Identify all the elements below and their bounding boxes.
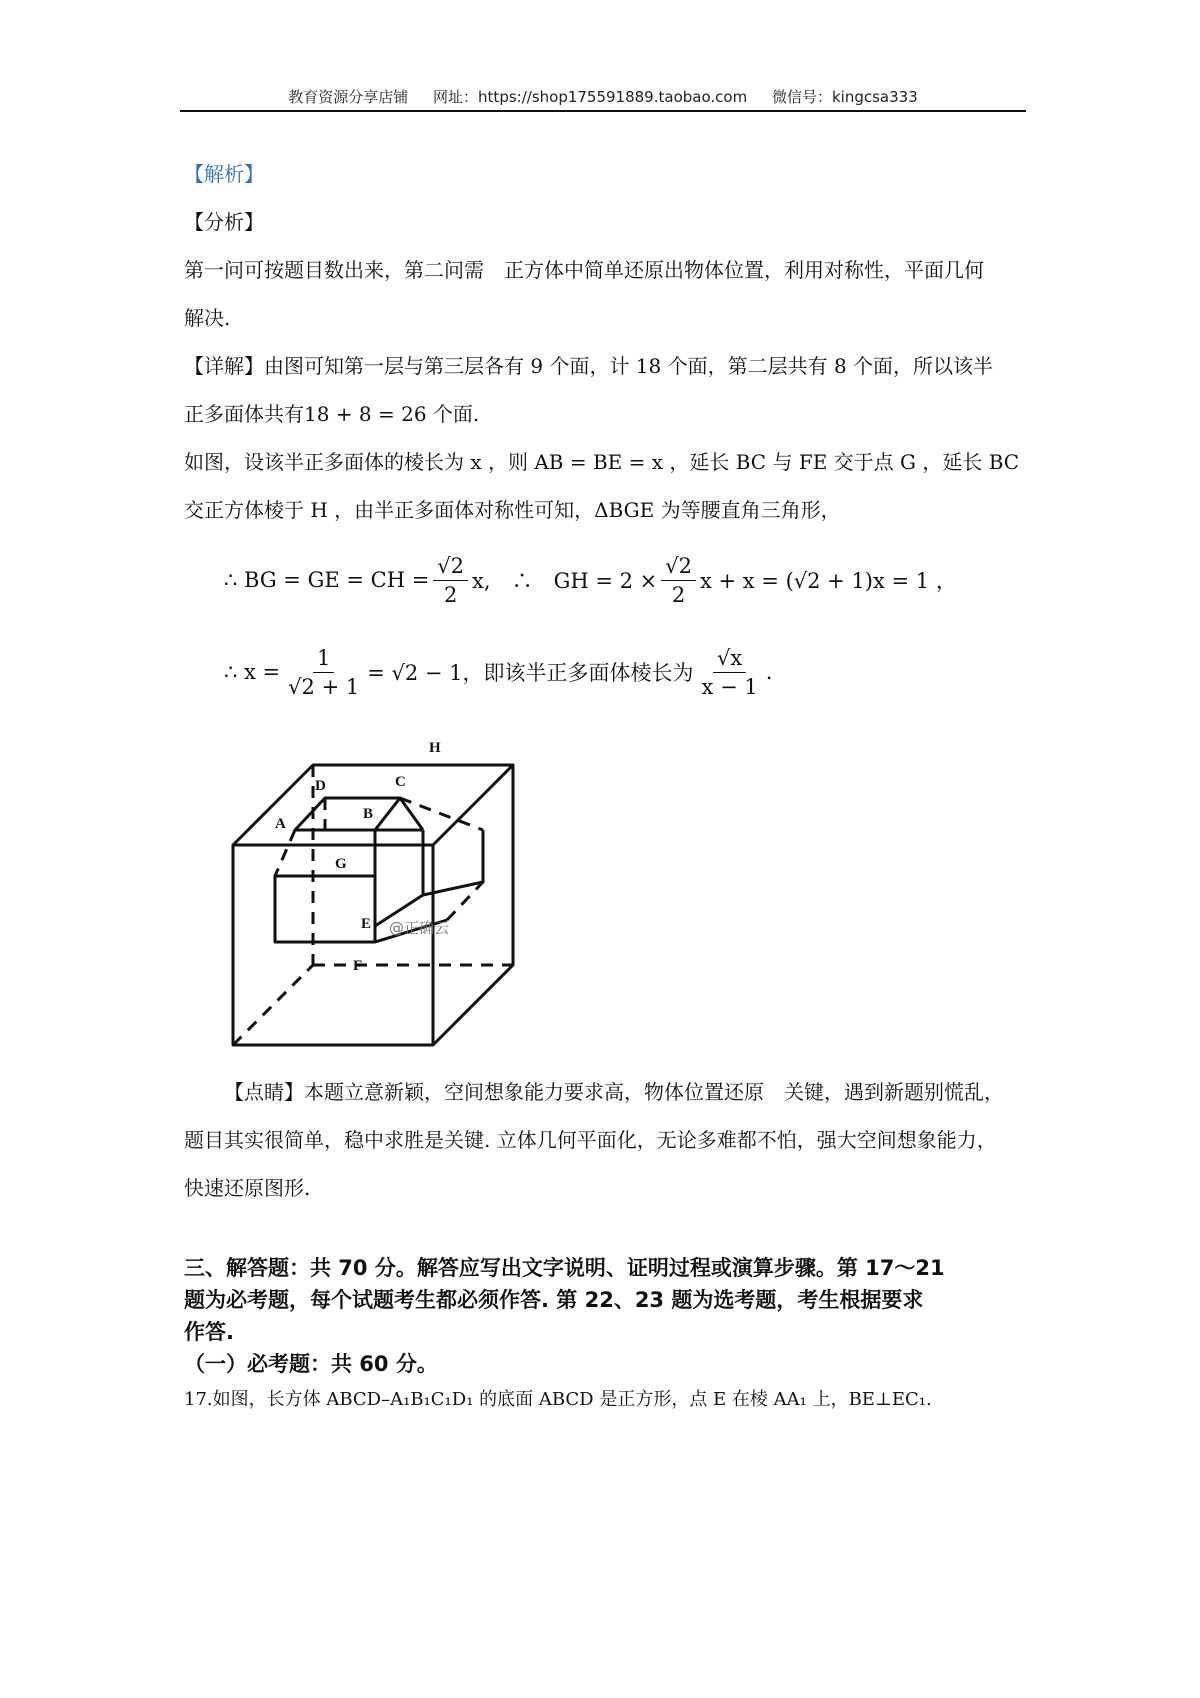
- header-url: 网址：https://shop175591889.taobao.com: [433, 88, 748, 106]
- formula-1-fraction-b-den: 2: [671, 582, 686, 607]
- watermark-text: @正确云: [389, 919, 450, 937]
- formula-2-left: ∴ x =: [224, 660, 281, 684]
- xiangjie-line-1: 【详解】由图可知第一层与第三层各有 9 个面，计 18 个面，第二层共有 8 个面，所以该半: [184, 354, 994, 378]
- analysis-tag: 【解析】: [184, 162, 264, 186]
- formula-2-fraction-b-num: √x: [713, 646, 746, 673]
- lower-section: [184, 1068, 1026, 1420]
- formula-1-fraction-b: [661, 554, 696, 607]
- xiangjie-line-2: 正多面体共有18 + 8 = 26 个面.: [184, 402, 480, 426]
- header-wechat: 微信号：kingcsa333: [771, 88, 918, 106]
- cube-top-right-edge: [433, 765, 513, 845]
- formula-2-end: .: [765, 660, 773, 684]
- label-e: E: [361, 916, 372, 932]
- formula-2-fraction-a-num: 1: [313, 646, 334, 673]
- section3-title-line-3: 作答.: [184, 1320, 234, 1344]
- label-f: F: [353, 958, 363, 974]
- solution-line-4: 交正方体棱于 H ，由半正多面体对称性可知，ΔBGE 为等腰直角三角形，: [184, 498, 841, 522]
- formula-1-right: x + x = (√2 + 1)x = 1 ，: [699, 569, 957, 593]
- formula-1-mid: x, ∴ GH = 2 ×: [472, 569, 658, 593]
- fenxi-tag: 【分析】: [184, 210, 264, 234]
- formula-2-fraction-a-den: √2 + 1: [288, 674, 360, 699]
- formula-1-fraction-a-den: 2: [443, 582, 458, 607]
- fenxi-line-2: 解决.: [184, 306, 231, 330]
- question-17: 17.如图，长方体 ABCD–A₁B₁C₁D₁ 的底面 ABCD 是正方形，点 E 在棱 AA₁ 上，BE⊥EC₁.: [184, 1389, 932, 1410]
- header-divider: [180, 110, 1026, 112]
- dianjing-line-2: 题目其实很简单，稳中求胜是关键. 立体几何平面化，无论多难都不怕，强大空间想象能力，: [184, 1128, 997, 1152]
- page-header: [180, 86, 1026, 107]
- label-g: G: [335, 856, 347, 872]
- formula-2: [184, 626, 1026, 718]
- formula-2-fraction-b: [698, 646, 762, 699]
- formula-1-left: ∴ BG = GE = CH =: [224, 568, 430, 592]
- inner-front-face: [275, 876, 375, 942]
- label-a: A: [275, 816, 286, 832]
- inner-top-face: [295, 798, 400, 830]
- formula-1-fraction-a-num: √2: [433, 554, 468, 581]
- solution-line-3: 如图，设该半正多面体的棱长为 x ，则 AB = BE = x ，延长 BC 与 FE 交于点 G ，延长 BC: [184, 450, 1020, 474]
- header-shop: 教育资源分享店铺: [288, 88, 409, 106]
- label-b: B: [363, 806, 374, 822]
- section3-subtitle: （一）必考题：共 60 分。: [184, 1352, 438, 1376]
- formula-2-fraction-b-den: x − 1: [701, 674, 758, 699]
- formula-1-fraction-a: [433, 554, 468, 607]
- analysis-section: [184, 150, 1026, 718]
- label-c: C: [395, 774, 406, 790]
- label-d: D: [315, 778, 326, 794]
- edge-c-right: [400, 798, 423, 830]
- formula-2-fraction-a: [284, 646, 363, 699]
- polyhedron-figure: [225, 730, 555, 1050]
- dianjing-line-3: 快速还原图形.: [184, 1176, 311, 1200]
- formula-1-fraction-b-num: √2: [661, 554, 696, 581]
- fenxi-line-1: 第一问可按题目数出来，第二问需 正方体中简单还原出物体位置，利用对称性，平面几何: [184, 258, 984, 282]
- formula-2-mid: = √2 − 1，即该半正多面体棱长为: [367, 661, 694, 685]
- formula-1: [184, 534, 1026, 626]
- section3-title-line-1: 三、解答题：共 70 分。解答应写出文字说明、证明过程或演算步骤。第 17～21: [184, 1256, 945, 1280]
- label-h: H: [429, 740, 441, 756]
- dianjing-line-1: 【点睛】本题立意新颖，空间想象能力要求高，物体位置还原 关键，遇到新题别慌乱，: [224, 1080, 1004, 1104]
- section3-title-line-2: 题为必考题，每个试题考生都必须作答. 第 22、23 题为选考题，考生根据要求: [184, 1288, 924, 1312]
